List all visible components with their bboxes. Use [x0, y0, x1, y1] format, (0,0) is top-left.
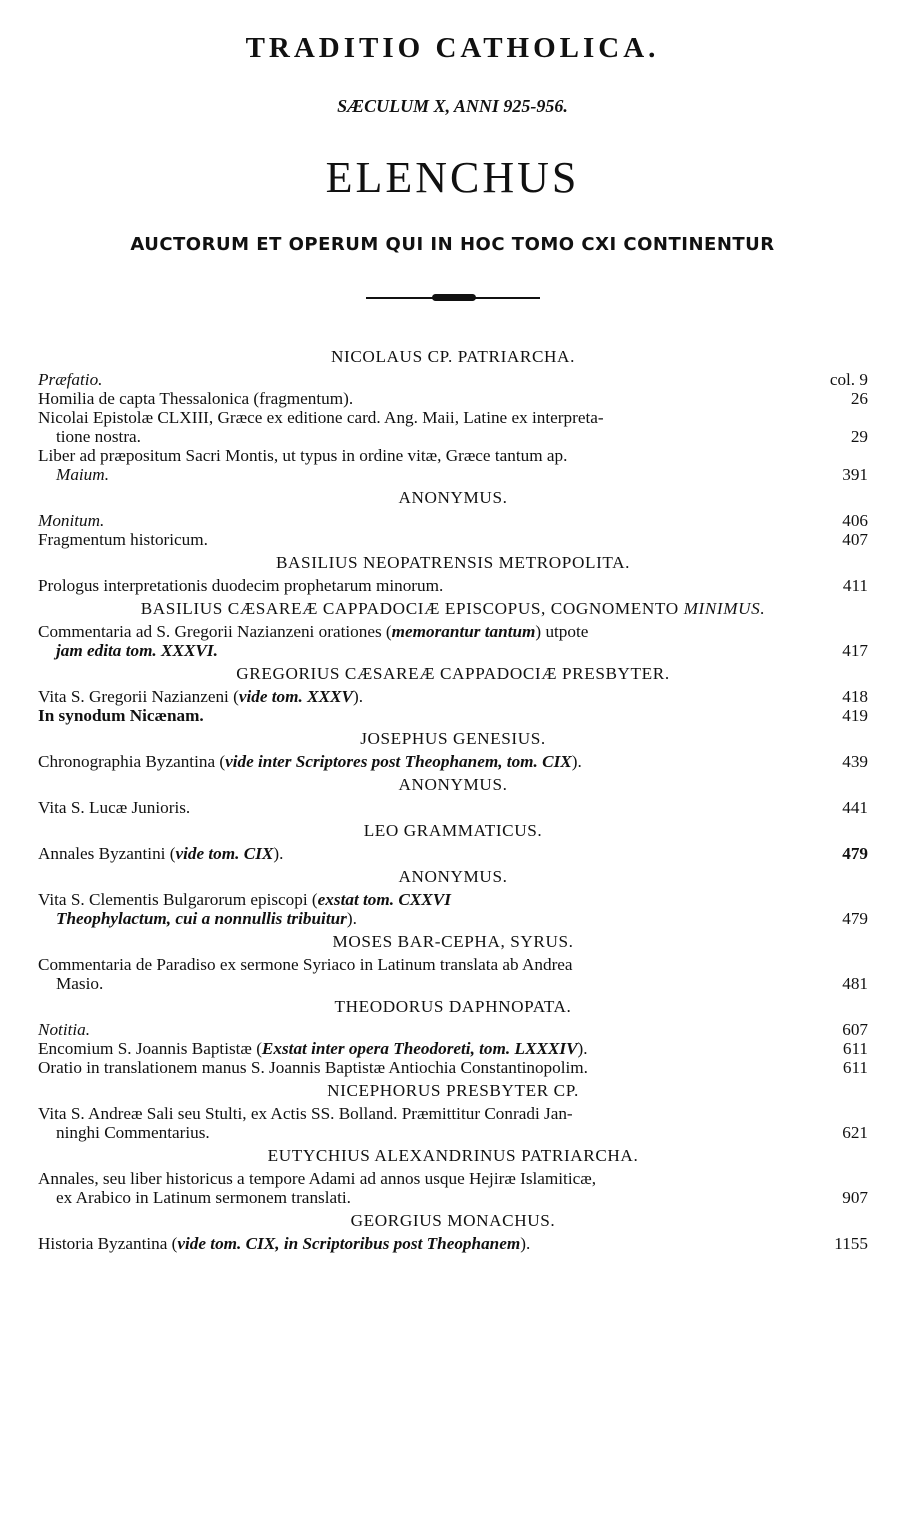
entry-title: Nicolai Epistolæ CLXIII, Græce ex editione card. Ang. Maii, Latine ex interpreta-: [38, 408, 604, 427]
page-title: ELENCHUS: [325, 153, 580, 202]
entry-title: Notitia.: [38, 1020, 91, 1039]
entry-title-continued: Maium.: [56, 465, 109, 484]
toc-entry[interactable]: [38, 687, 868, 706]
toc-entry[interactable]: [38, 389, 868, 408]
entry-title: Præfatio.: [38, 370, 103, 389]
entry-title-continued: ex Arabico in Latinum sermonem translati.: [56, 1188, 351, 1207]
author-cognomen: MINIMUS.: [683, 599, 766, 618]
entry-title-continued: Masio.: [56, 974, 104, 993]
page-number: 411: [842, 576, 868, 595]
page-number: 26: [850, 389, 868, 408]
author-heading: LEO GRAMMATICUS.: [363, 821, 543, 840]
table-of-contents: [38, 343, 868, 1253]
entry-title: Commentaria de Paradiso ex sermone Syriaco in Latinum translata ab Andrea: [38, 955, 573, 974]
entry-title-continued: ninghi Commentarius.: [56, 1123, 210, 1142]
entry-title-suffix: ).: [520, 1234, 531, 1253]
author-heading: [38, 595, 868, 622]
entry-title-continued: tione nostra.: [56, 427, 141, 446]
entry-title: Vita S. Andreæ Sali seu Stulti, ex Actis SS. Bolland. Præmittitur Conradi Jan-: [38, 1104, 573, 1123]
entry-title: Vita S. Lucæ Junioris.: [38, 798, 191, 817]
page-number: 1155: [834, 1234, 868, 1253]
toc-entry[interactable]: [38, 408, 868, 446]
entry-title-suffix: ).: [577, 1039, 588, 1058]
entry-title: Oratio in translationem manus S. Joannis Baptistæ Antiochia Constantinopolim.: [38, 1058, 588, 1077]
running-title: TRADITIO CATHOLICA.: [245, 32, 660, 64]
toc-entry[interactable]: [38, 1020, 868, 1039]
toc-entry[interactable]: [38, 511, 868, 530]
toc-entry[interactable]: [38, 1169, 868, 1207]
entry-title: Monitum.: [38, 511, 105, 530]
author-heading: THEODORUS DAPHNOPATA.: [334, 997, 572, 1016]
page-number: 29: [850, 427, 868, 446]
page-number: 479: [842, 909, 868, 928]
author-heading: GEORGIUS MONACHUS.: [350, 1211, 556, 1230]
entry-note: vide tom. CIX: [175, 844, 274, 863]
entry-title-suffix: ) utpote: [535, 622, 589, 641]
author-heading: JOSEPHUS GENESIUS.: [360, 729, 546, 748]
toc-entry[interactable]: [38, 370, 868, 389]
author-heading: EUTYCHIUS ALEXANDRINUS PATRIARCHA.: [267, 1146, 639, 1165]
entry-title: Chronographia Byzantina (: [38, 752, 226, 771]
toc-entry[interactable]: [38, 530, 868, 549]
entry-note: vide tom. CIX, in Scriptoribus post Theophanem: [177, 1234, 521, 1253]
toc-entry[interactable]: [38, 706, 868, 725]
author-heading: NICOLAUS CP. PATRIARCHA.: [331, 347, 575, 366]
page-number: 481: [842, 974, 868, 993]
entry-title: Vita S. Clementis Bulgarorum episcopi (: [38, 890, 318, 909]
toc-entry[interactable]: [38, 576, 868, 595]
toc-entry[interactable]: [38, 1104, 868, 1142]
toc-entry[interactable]: [38, 844, 868, 863]
author-heading: ANONYMUS.: [398, 867, 508, 886]
author-name: BASILIUS CÆSAREÆ CAPPADOCIÆ EPISCOPUS, COGNOMENTO: [140, 599, 684, 618]
page-number: 607: [842, 1020, 868, 1039]
page-number: 417: [842, 641, 868, 660]
entry-title: Encomium S. Joannis Baptistæ (: [38, 1039, 262, 1058]
entry-title-continued: jam edita tom. XXXVI.: [56, 641, 218, 660]
entry-title-suffix: ).: [571, 752, 582, 771]
author-heading: ANONYMUS.: [398, 488, 508, 507]
entry-title-suffix: ).: [346, 909, 357, 928]
entry-note: memorantur tantum: [391, 622, 536, 641]
entry-title: Historia Byzantina (: [38, 1234, 178, 1253]
page-number: 419: [842, 706, 868, 725]
page-number: col. 9: [829, 370, 868, 389]
page-number: 418: [842, 687, 868, 706]
author-heading: MOSES BAR-CEPHA, SYRUS.: [332, 932, 574, 951]
toc-entry[interactable]: [38, 798, 868, 817]
author-heading: NICEPHORUS PRESBYTER CP.: [327, 1081, 579, 1100]
entry-title: Homilia de capta Thessalonica (fragmentum).: [38, 389, 354, 408]
page-number: 611: [842, 1058, 868, 1077]
toc-entry[interactable]: [38, 1234, 868, 1253]
toc-entry[interactable]: [38, 622, 868, 660]
page-number: 907: [842, 1188, 868, 1207]
entry-title: Commentaria ad S. Gregorii Nazianzeni orationes (: [38, 622, 392, 641]
toc-entry[interactable]: [38, 955, 868, 993]
entry-title: Prologus interpretationis duodecim prophetarum minorum.: [38, 576, 444, 595]
entry-title: Liber ad præpositum Sacri Montis, ut typus in ordine vitæ, Græce tantum ap.: [38, 446, 568, 465]
page-number: 621: [842, 1123, 868, 1142]
page-number: 406: [842, 511, 868, 530]
author-heading: BASILIUS NEOPATRENSIS METROPOLITA.: [275, 553, 631, 572]
saeculum-line: SÆCULUM X, ANNI 925-956.: [337, 96, 568, 116]
entry-title: Annales, seu liber historicus a tempore Adami ad annos usque Hejiræ Islamiticæ,: [38, 1169, 596, 1188]
toc-entry[interactable]: [38, 752, 868, 771]
page-number: 407: [842, 530, 868, 549]
entry-title-continued: [38, 909, 804, 928]
toc-entry[interactable]: [38, 890, 868, 928]
toc-entry[interactable]: [38, 446, 868, 484]
page-number: 611: [842, 1039, 868, 1058]
entry-title-suffix: ).: [352, 687, 364, 706]
entry-title: Vita S. Gregorii Nazianzeni (: [38, 687, 239, 706]
toc-entry[interactable]: [38, 1058, 868, 1077]
ornamental-rule-center: [432, 294, 476, 301]
page-subtitle: AUCTORUM ET OPERUM QUI IN HOC TOMO CXI CONTINENTUR: [130, 234, 775, 255]
entry-note: exstat tom. CXXVI: [317, 890, 451, 909]
entry-title: Annales Byzantini (: [38, 844, 176, 863]
page-number: 391: [842, 465, 868, 484]
toc-entry[interactable]: [38, 1039, 868, 1058]
page-number: 479: [842, 844, 868, 863]
page-number: 439: [842, 752, 868, 771]
page-number: 441: [842, 798, 868, 817]
author-heading: ANONYMUS.: [398, 775, 508, 794]
entry-note: vide tom. XXXV: [238, 687, 353, 706]
entry-title: Fragmentum historicum.: [38, 530, 208, 549]
entry-note: Exstat inter opera Theodoreti, tom. LXXXIV: [261, 1039, 578, 1058]
entry-note: vide inter Scriptores post Theophanem, tom. CIX: [225, 752, 572, 771]
entry-title-suffix: ).: [273, 844, 284, 863]
entry-note: Theophylactum, cui a nonnullis tribuitur: [56, 909, 347, 928]
author-heading: GREGORIUS CÆSAREÆ CAPPADOCIÆ PRESBYTER.: [236, 664, 670, 683]
entry-title: In synodum Nicænam.: [38, 706, 204, 725]
